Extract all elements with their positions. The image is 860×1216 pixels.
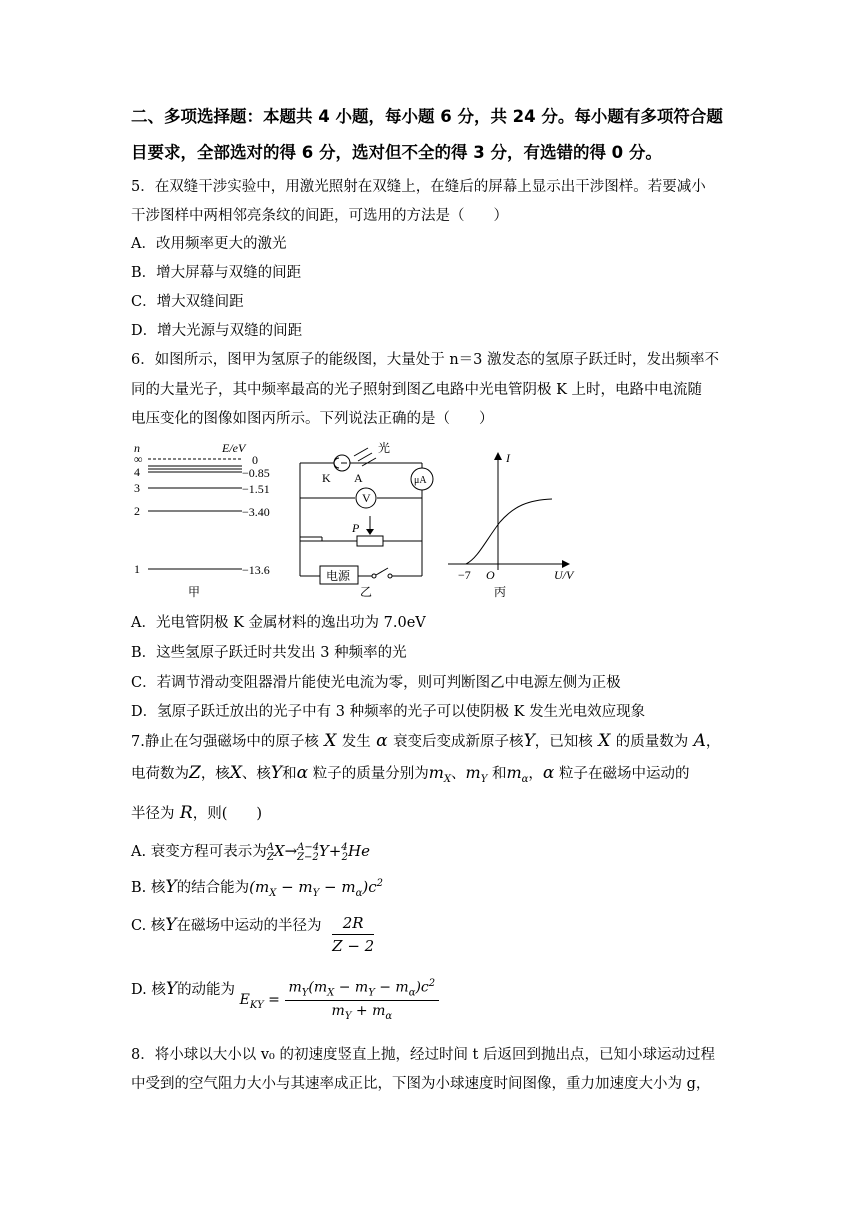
fig-jia-infinity: ∞ — [134, 452, 143, 466]
q5-stem-line2: 干涉图样中两相邻亮条纹的间距，可选用的方法是（ ） — [131, 208, 508, 224]
q7-stem-line2: 电荷数为Z，核X、核Y和α 粒子的质量分别为$m_X$、$m_Y$ 和$m_\alpha$，α 粒子在磁场中运动的 — [131, 763, 690, 786]
fig-jia-caption: 甲 — [188, 585, 201, 599]
fig-yi-meter-v: V — [362, 491, 371, 505]
fig-jia-e2: −3.40 — [242, 505, 270, 519]
q6-stem-line3: 电压变化的图像如图丙所示。下列说法正确的是（ ） — [131, 411, 494, 427]
fig-jia-n2: 2 — [134, 504, 140, 518]
q6-stem-line2: 同的大量光子，其中频率最高的光子照射到图乙电路中光电管阴极 K 上时，电路中电流随 — [131, 382, 703, 398]
fig-yi-caption: 乙 — [360, 585, 373, 599]
fig-bing-neg7: −7 — [458, 568, 471, 582]
fig-bing-origin: O — [486, 568, 495, 582]
fig-yi-p-label: P — [352, 521, 360, 535]
q5-option-a: A．改用频率更大的激光 — [131, 236, 287, 252]
fig-yi-k-label: K — [322, 471, 331, 485]
q6-option-a: A．光电管阴极 K 金属材料的逸出功为 7.0eV — [131, 615, 426, 631]
iu-curve — [466, 499, 552, 564]
fig-yi-meter-ua: μA — [414, 475, 427, 486]
q6-option-c: C．若调节滑动变阻器滑片能使光电流为零，则可判断图乙中电源左侧为正极 — [131, 675, 621, 691]
q7-option-b: B. 核Y的结合能为$(m_X - m_Y - m_\alpha)c^2$ — [131, 877, 383, 899]
q5-option-b: B．增大屏幕与双缝的间距 — [131, 265, 302, 281]
switch-symbol — [376, 568, 388, 575]
fig-bing-i-label: I — [506, 451, 510, 465]
figure-circuit — [292, 440, 442, 602]
q8-stem-line2: 中受到的空气阻力大小与其速率成正比，下图为小球速度时间图像，重力加速度大小为 g， — [131, 1076, 711, 1092]
fig-jia-e4: −0.85 — [242, 466, 270, 480]
section-heading-line1: 二、多项选择题：本题共 4 小题，每小题 6 分，共 24 分。每小题有多项符合题 — [131, 107, 723, 126]
fig-jia-n-label: n — [134, 441, 140, 455]
fig-yi-a-label: A — [354, 471, 363, 485]
q6-option-b: B．这些氢原子跃迁时共发出 3 种频率的光 — [131, 645, 407, 661]
fig-yi-light-label: 光 — [378, 441, 391, 455]
q5-stem-line1: 5．在双缝干涉实验中，用激光照射在双缝上，在缝后的屏幕上显示出干涉图样。若要减小 — [131, 179, 706, 195]
q7-option-a: A. 衰变方程可表示为$^A_Z$X→$^{A-4}_{Z-2}$Y+$^4_2$He — [131, 842, 371, 863]
fig-jia-n3: 3 — [134, 481, 140, 495]
q8-stem-line1: 8．将小球以大小以 v₀ 的初速度竖直上抛，经过时间 t 后返回到抛出点，已知小球运动过程 — [131, 1047, 715, 1063]
q7-option-d: D. 核Y的动能为 $E_{KY}$ = $\frac{m_Y(m_X - m_Y - m_\alpha)c^2}{m_Y + m_\alpha}$ — [131, 978, 439, 1022]
fig-bing-u-label: U/V — [554, 568, 574, 582]
q5-option-d: D．增大光源与双缝的间距 — [131, 323, 303, 339]
figure-energy-levels — [128, 440, 288, 602]
fig-bing-caption: 丙 — [494, 585, 507, 599]
q7-option-c: C. 核Y在磁场中运动的半径为 $\frac{2R}{Z - 2}$ — [131, 914, 375, 955]
fig-jia-e1: −13.6 — [242, 563, 270, 577]
q7-stem-line3: 半径为 R，则( ) — [131, 803, 263, 823]
fig-yi-source-label: 电源 — [326, 569, 351, 583]
section-heading-line2: 目要求，全部选对的得 6 分，选对但不全的得 3 分，有选错的得 0 分。 — [131, 143, 662, 162]
fig-jia-n1: 1 — [134, 562, 140, 576]
fig-jia-n4: 4 — [134, 465, 140, 479]
figure-iu-graph — [444, 440, 584, 602]
q6-stem-line1: 6．如图所示，图甲为氢原子的能级图，大量处于 n＝3 激发态的氢原子跃迁时，发出频率不 — [131, 352, 720, 368]
q5-option-c: C．增大双缝间距 — [131, 294, 244, 310]
rheostat-symbol — [357, 536, 383, 546]
q6-option-d: D．氢原子跃迁放出的光子中有 3 种频率的光子可以使阴极 K 发生光电效应现象 — [131, 704, 646, 720]
fig-jia-e3: −1.51 — [242, 482, 270, 496]
fig-jia-zero: 0 — [252, 453, 258, 467]
q7-stem-line1: 7.静止在匀强磁场中的原子核 X 发生 α 衰变后变成新原子核Y，已知核 X 的质量数为 A， — [131, 731, 721, 751]
fig-jia-energy-label: E/eV — [222, 441, 246, 455]
